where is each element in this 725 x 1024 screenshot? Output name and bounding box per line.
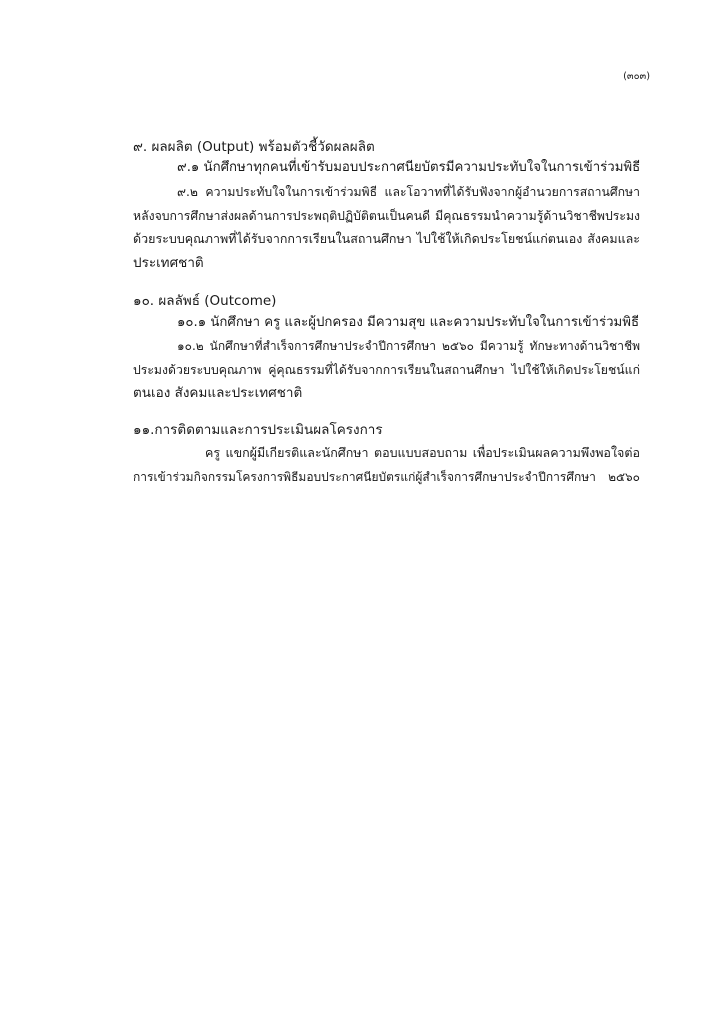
section-10-item-1: ๑๐.๑ นักศึกษา ครู และผู้ปกครอง มีความสุข และความประทับใจในการเข้าร่วมพิธี <box>177 315 640 330</box>
section-11-item-1-cont: การเข้าร่วมกิจกรรมโครงการพิธีมอบประกาศนียบัตรแก่ผู้สำเร็จการศึกษาประจำปีการศึกษา ๒๕๖๐ <box>133 470 640 484</box>
section-9-item-2-cont-2: ด้วยระบบคุณภาพที่ได้รับจากการเรียนในสถานศึกษา ไปใช้ให้เกิดประโยชน์แก่ตนเอง สังคมและ <box>133 231 640 246</box>
page-number: (๓๐๓) <box>623 71 650 82</box>
section-10-item-2: ๑๐.๒ นักศึกษาที่สำเร็จการศึกษาประจำปีการศึกษา ๒๕๖๐ มีความรู้ ทักษะทางด้านวิชาชีพ <box>177 339 640 353</box>
section-9-item-2-cont-1: หลังจบการศึกษาส่งผลด้านการประพฤติปฏิบัติตนเป็นคนดี มีคุณธรรมนำความรู้ด้านวิชาชีพประมง <box>133 209 640 223</box>
section-9-item-2-cont-3: ประเทศชาติ <box>133 255 204 271</box>
section-10-heading: ๑๐. ผลลัพธ์ (Outcome) <box>133 293 277 309</box>
section-9-item-2: ๙.๒ ความประทับใจในการเข้าร่วมพิธี และโอวาทที่ได้รับฟังจากผู้อำนวยการสถานศึกษา <box>177 185 640 199</box>
section-9-heading: ๙. ผลผลิต (Output) พร้อมตัวชี้วัดผลผลิต <box>133 139 375 155</box>
section-11-item-1: ครู แขกผู้มีเกียรติและนักศึกษา ตอบแบบสอบถาม เพื่อประเมินผลความพึงพอใจต่อ <box>205 445 640 460</box>
section-10-item-2-cont-2: ตนเอง สังคมและประเทศชาติ <box>133 385 303 401</box>
section-10-item-2-cont-1: ประมงด้วยระบบคุณภาพ คู่คุณธรรมที่ได้รับจากการเรียนในสถานศึกษา ไปใช้ให้เกิดประโยชน์แก่ <box>133 363 640 377</box>
section-9-item-1: ๙.๑ นักศึกษาทุกคนที่เข้ารับมอบประกาศนียบัตรมีความประทับใจในการเข้าร่วมพิธี <box>177 160 641 175</box>
section-11-heading: ๑๑.การติดตามและการประเมินผลโครงการ <box>133 422 383 438</box>
